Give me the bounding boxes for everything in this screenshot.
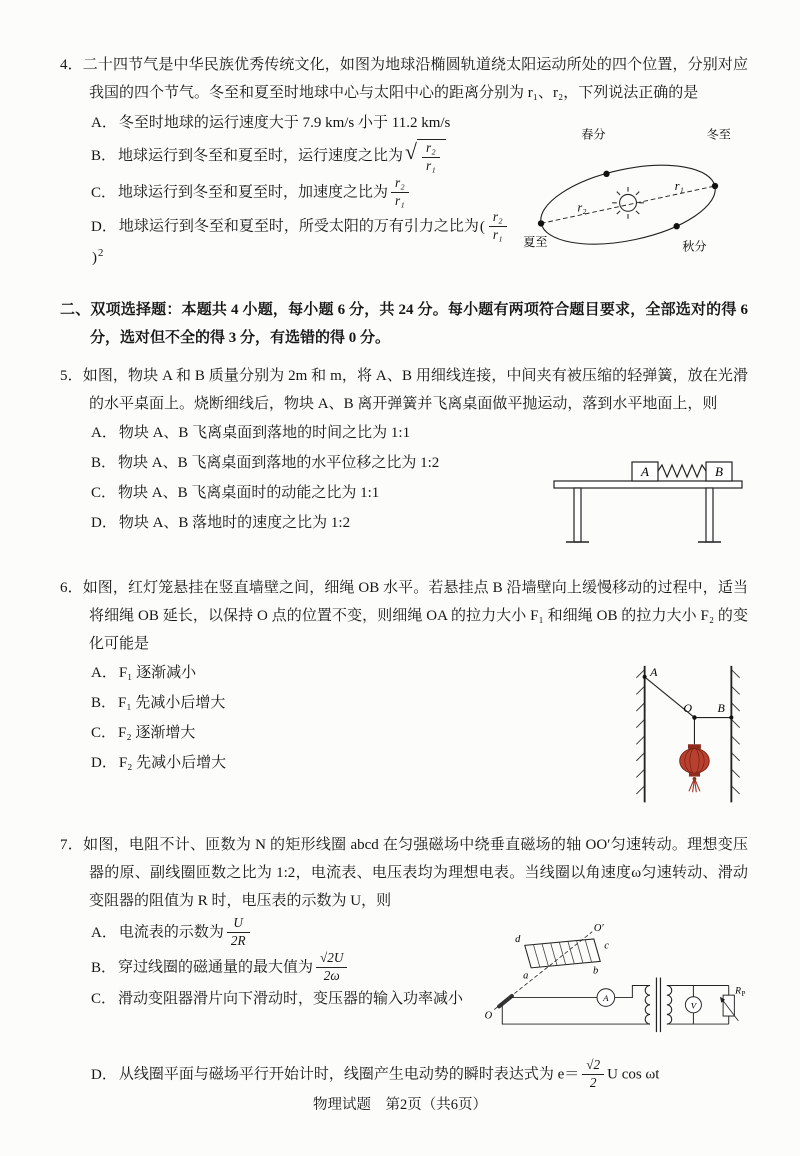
label-a: A xyxy=(650,665,658,680)
option-text: 地球运行到冬至和夏至时，运行速度之比为 xyxy=(118,148,404,165)
circuit-diagram xyxy=(483,921,748,1042)
fraction-denominator: r₁ xyxy=(425,158,436,174)
anchor-b-dot xyxy=(729,716,733,720)
fraction-numerator: U xyxy=(227,916,250,933)
question-4 xyxy=(60,52,748,285)
label-rp-sub: P xyxy=(741,991,746,999)
coil-turns xyxy=(533,940,591,967)
transformer-primary-coil xyxy=(645,986,650,1025)
option-label: A． xyxy=(91,924,117,941)
label-o: O xyxy=(683,701,693,716)
fraction xyxy=(422,141,440,174)
orbit-diagram xyxy=(523,114,748,273)
fraction-numerator: r₂ xyxy=(422,141,440,158)
question-5 xyxy=(60,363,748,563)
option-text: 物块 A、B 飞离桌面到落地的时间之比为 1:1 xyxy=(118,425,411,442)
orbit-figure xyxy=(523,114,748,284)
lantern-diagram xyxy=(628,664,748,807)
wall-hatching-left xyxy=(636,670,644,795)
option-label: B． xyxy=(91,695,117,711)
label-o: O xyxy=(484,1010,493,1022)
option-text: 穿过线圈的磁通量的最大值为 xyxy=(118,959,314,976)
option-text: 地球运行到冬至和夏至时，所受太阳的万有引力之比为 xyxy=(118,219,479,236)
option-text: F₁ 先减小后增大 xyxy=(118,695,226,711)
option-label: B． xyxy=(91,148,117,165)
sun-icon xyxy=(612,186,644,218)
circuit-figure xyxy=(483,921,748,1053)
spring-blocks-figure xyxy=(548,424,748,561)
fraction-denominator: r₁ xyxy=(492,227,503,243)
question-number: 6． xyxy=(60,580,83,596)
label-r1: r₁ xyxy=(674,178,684,193)
radical-sign: √ xyxy=(405,140,417,165)
question-7-stem xyxy=(60,832,748,915)
option-text: F₁ 逐渐减小 xyxy=(118,665,197,682)
question-text: 如图，物块 A 和 B 质量分别为 2m 和 m，将 A、B 用细线连接，中间夹有被压缩的轻弹簧，放在光滑的水平桌面上。烧断细线后，物块 A、B 离开弹簧并飞离桌面做平抛运动，落到水平地面上，则 xyxy=(82,367,748,412)
option-text: 电流表的示数为 xyxy=(118,924,224,941)
earth-dot-chunfen xyxy=(603,170,609,176)
option-label: B． xyxy=(91,959,117,976)
label-r2: r₂ xyxy=(577,199,587,214)
point-o-dot xyxy=(692,716,696,720)
label-qiufen: 秋分 xyxy=(682,239,707,254)
fraction-denominator: r₁ xyxy=(395,192,405,208)
label-block-b: B xyxy=(715,464,723,480)
option-text: 物块 A、B 飞离桌面时的动能之比为 1:1 xyxy=(118,484,380,501)
table-leg-right xyxy=(706,488,713,542)
question-text: 如图，电阻不计、匝数为 N 的矩形线圈 abcd 在匀强磁场中绕垂直磁场的轴 OO′匀速转动。理想变压器的原、副线圈匝数之比为 1:2，电流表、电压表均为理想电表。当线圈以角速度ω匀速转动、滑动变阻器的阻值为 R 时，电压表的示数为 U，则 xyxy=(83,837,748,909)
axle xyxy=(499,996,512,1006)
question-7 xyxy=(60,832,748,1094)
voltmeter-label: V xyxy=(690,1000,697,1011)
fraction xyxy=(227,916,250,949)
option-label: A． xyxy=(91,114,117,131)
label-o-prime: O′ xyxy=(593,923,604,935)
page-footer: 物理试题 第2页（共6页） xyxy=(313,1097,487,1113)
label-b: b xyxy=(593,965,599,977)
table-top xyxy=(554,481,742,488)
fraction-denominator: 2 xyxy=(589,1074,597,1090)
question-4-stem xyxy=(60,52,748,108)
option-text: 物块 A、B 飞离桌面到落地的水平位移之比为 1:2 xyxy=(118,455,440,471)
label-chunfen: 春分 xyxy=(581,126,606,141)
transformer-secondary-coil xyxy=(667,986,672,1025)
fraction-numerator: r₂ xyxy=(391,176,409,193)
fraction xyxy=(489,210,507,243)
question-text: 如图，红灯笼悬挂在竖直墙壁之间，细绳 OB 水平。若悬挂点 B 沿墙壁向上缓慢移动的过程中，适当将细绳 OB 延长，以保持 O 点的位置不变，则细绳 OA 的拉力大小 F₁ 和细绳 OB 的拉力大小 F₂ 的变化可能是 xyxy=(82,580,748,652)
option-text: 滑动变阻器滑片向下滑动时，变压器的输入功率减小 xyxy=(118,991,464,1008)
option-label: D． xyxy=(91,514,117,531)
label-a: a xyxy=(523,970,529,982)
lantern-figure xyxy=(628,664,748,818)
earth-dot-xiazhi xyxy=(538,220,544,226)
option-label: D． xyxy=(91,754,117,771)
table-leg-left xyxy=(574,488,581,542)
sqrt-expression xyxy=(405,139,446,175)
option-label: D． xyxy=(91,1066,117,1083)
ammeter-label: A xyxy=(603,993,609,1004)
label-c: c xyxy=(604,940,609,952)
option-label: C． xyxy=(91,184,117,201)
earth-dot-qiufen xyxy=(673,223,679,229)
option-label: C． xyxy=(91,484,117,501)
label-b: B xyxy=(717,701,725,716)
label-d: d xyxy=(515,934,521,946)
label-dongzhi: 冬至 xyxy=(706,126,731,141)
fraction xyxy=(316,951,347,984)
question-number: 4． xyxy=(60,57,83,73)
lantern-icon xyxy=(680,745,710,793)
close-paren: ) xyxy=(92,249,97,266)
open-paren: ( xyxy=(479,219,485,236)
fraction-numerator: √2U xyxy=(316,951,347,968)
option-text: 物块 A、B 落地时的速度之比为 1:2 xyxy=(118,514,351,531)
section-2-header: 二、双项选择题：本题共 4 小题，每小题 6 分，共 24 分。每小题有两项符合题目要求，全部选对的得 6 分，选对但不全的得 3 分，有选错的得 0 分。 xyxy=(60,302,748,346)
option-text: F₂ 逐渐增大 xyxy=(118,724,196,741)
q7-option-d xyxy=(91,1055,748,1092)
question-5-stem xyxy=(60,363,748,419)
spring xyxy=(658,465,706,477)
question-number: 7． xyxy=(60,837,84,853)
question-number: 5． xyxy=(60,367,83,384)
label-xiazhi: 夏至 xyxy=(523,234,548,249)
fraction xyxy=(582,1058,604,1091)
question-6-stem xyxy=(60,575,748,658)
label-block-a: A xyxy=(641,464,649,480)
earth-dot-dongzhi xyxy=(712,182,718,188)
wall-hatching-right xyxy=(731,670,739,795)
fraction-numerator: √2 xyxy=(582,1058,604,1075)
option-label: B． xyxy=(91,455,117,471)
option-text: 冬至时地球的运行速度大于 7.9 km/s 小于 11.2 km/s xyxy=(118,114,451,131)
fraction xyxy=(391,176,409,209)
option-label: A． xyxy=(91,425,117,442)
option-label: C． xyxy=(91,991,117,1008)
option-text-post: U cos ωt xyxy=(607,1066,660,1083)
option-text: 地球运行到冬至和夏至时，加速度之比为 xyxy=(118,184,389,201)
label-rp: R xyxy=(735,985,742,997)
fraction-numerator: r₂ xyxy=(489,210,507,227)
fraction-denominator: 2ω xyxy=(323,967,340,983)
anchor-a-dot xyxy=(643,675,647,679)
option-text: F₂ 先减小后增大 xyxy=(118,754,227,771)
option-label: C． xyxy=(91,724,117,741)
option-text: 从线圈平面与磁场平行开始计时，线圈产生电动势的瞬时表达式为 e＝ xyxy=(118,1066,580,1083)
fraction-denominator: 2R xyxy=(230,933,246,949)
option-label: A． xyxy=(91,665,117,682)
question-text: 二十四节气是中华民族优秀传统文化，如图为地球沿椭圆轨道绕太阳运动所处的四个位置，分别对应我国的四个节气。冬至和夏至时地球中心与太阳中心的距离分别为 r₁、r₂，下列说法正确的是 xyxy=(82,57,748,101)
exponent: 2 xyxy=(98,246,104,259)
spring-blocks-diagram xyxy=(548,424,748,550)
question-6 xyxy=(60,575,748,820)
option-label: D． xyxy=(91,219,117,236)
